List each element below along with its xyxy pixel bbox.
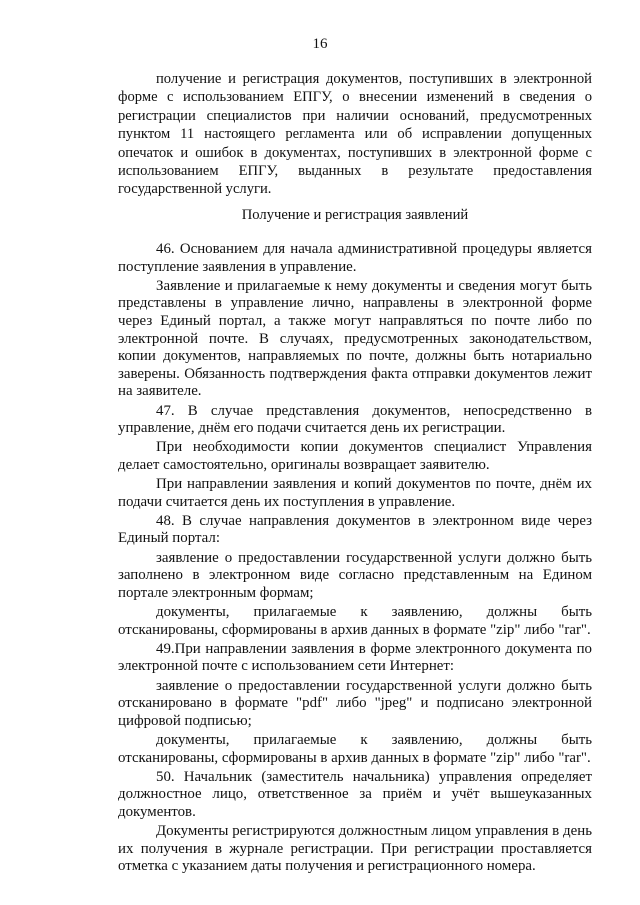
- page-number: 16: [312, 36, 328, 52]
- body-text: [118, 241, 592, 876]
- section-heading: Получение и регистрация заявлений: [241, 207, 469, 223]
- paragraph-48: 48. В случае направления документов в электронном виде через Единый портал:: [118, 512, 592, 547]
- paragraph-registration: Документы регистрируются должностным лицом управления в день их получения в журнале регистрации. При регистрации проставляется отметка с указанием даты получения и регистрационного номера.: [118, 823, 592, 875]
- paragraph-48-documents: документы, прилагаемые к заявлению, должны быть отсканированы, сформированы в архив данных в формате "zip" либо "rar".: [118, 604, 592, 638]
- paragraph-49: 49.При направлении заявления в форме электронного документа по электронной почте с использованием сети Интернет:: [118, 640, 592, 675]
- paragraph-copies: При необходимости копии документов специалист Управления делает самостоятельно, оригиналы возвращает заявителю.: [118, 439, 592, 473]
- paragraph-47: 47. В случае представления документов, непосредственно в управление, днём его подачи считается день их регистрации.: [118, 402, 592, 437]
- paragraph-mail-date: При направлении заявления и копий документов по почте, днём их подачи считается день их поступления в управление.: [118, 476, 592, 510]
- paragraph-46: 46. Основанием для начала административной процедуры является поступление заявления в управление.: [118, 241, 592, 275]
- paragraph-49-documents: документы, прилагаемые к заявлению, должны быть отсканированы, сформированы в архив данных в формате "zip" либо "rar".: [118, 731, 592, 766]
- paragraph-48-application: заявление о предоставлении государственной услуги должно быть заполнено в электронном виде согласно представленным на Едином портале электронным формам;: [118, 549, 592, 601]
- intro-paragraph: получение и регистрация документов, поступивших в электронной форме с использованием ЕПГУ, о внесении изменений в сведения о регистрации специалистов при наличии оснований, предусмотренных пунктом 11 настоящего регламента или об исправлении допущенных опечаток и ошибок в документах, поступивших в электронной форме с использованием ЕПГУ, выданных в результате предоставления государственной услуги.: [118, 71, 592, 198]
- intro-block: [118, 70, 592, 199]
- paragraph-submission-methods: Заявление и прилагаемые к нему документы и сведения могут быть представлены в управление лично, направлены в электронной форме через Единый портал, а также могут направляться по почте либо по электронной почте. В случаях, предусмотренных законодательством, копии документов, направляемых по почте, должны быть нотариально заверены. Обязанность подтверждения факта отправки документов лежит на заявителе.: [118, 277, 592, 400]
- paragraph-49-application: заявление о предоставлении государственной услуги должно быть отсканировано в формате "pdf" либо "jpeg" и подписано электронной цифровой подписью;: [118, 677, 592, 729]
- paragraph-50: 50. Начальник (заместитель начальника) управления определяет должностное лицо, ответственное за приём и учёт вышеуказанных документов.: [118, 768, 592, 820]
